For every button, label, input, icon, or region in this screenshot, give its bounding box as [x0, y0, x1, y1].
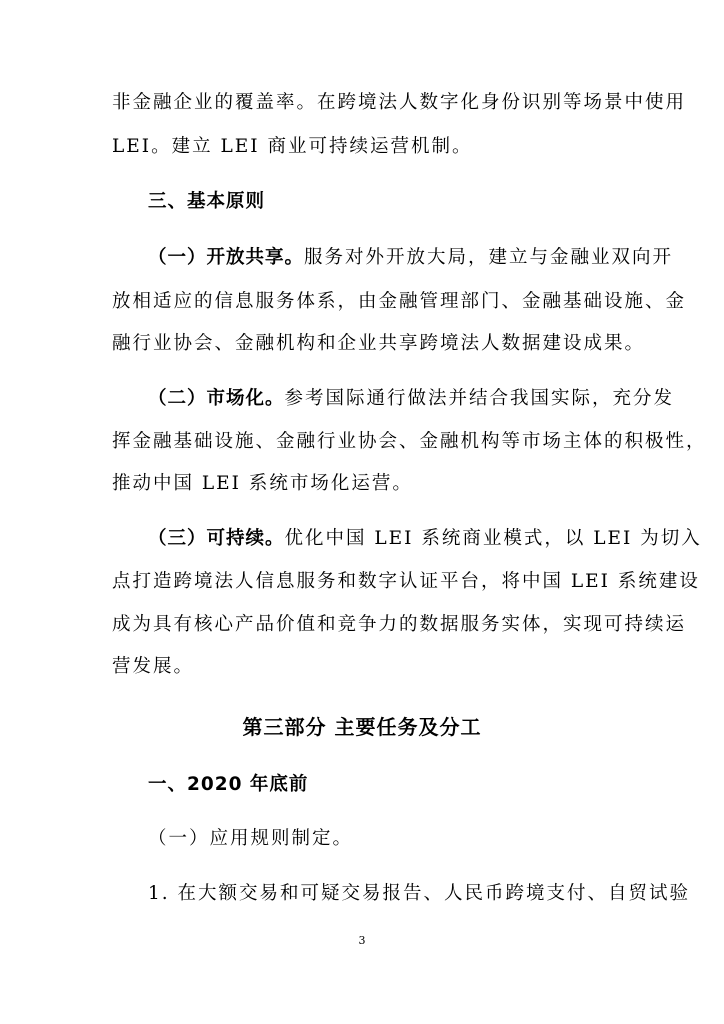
principle-1-lead: （一）开放共享。 [148, 247, 305, 268]
principle-3-line-1 [148, 527, 702, 551]
principle-2-lead: （二）市场化。 [148, 388, 285, 409]
item-1-line-1: 1. 在大额交易和可疑交易报告、人民币跨境支付、自贸试验 [148, 883, 691, 904]
principle-1-line-1-text: 服务对外开放大局，建立与金融业双向开 [304, 247, 674, 268]
subsection-heading-2020: 一、2020 年底前 [148, 774, 309, 795]
section-heading-basic-principles: 三、基本原则 [148, 191, 266, 212]
principle-3-lead: （三）可持续。 [148, 528, 285, 549]
principle-1-line-2: 放相适应的信息服务体系，由金融管理部门、金融基础设施、金 [112, 291, 687, 312]
intro-line-1: 非金融企业的覆盖率。在跨境法人数字化身份识别等场景中使用 [112, 92, 687, 113]
principle-3-line-3: 成为具有核心产品价值和竞争力的数据服务实体，实现可持续运 [112, 614, 687, 635]
page-number: 3 [358, 934, 366, 947]
principle-2-line-1 [148, 387, 675, 411]
item-1-heading: （一）应用规则制定。 [148, 828, 354, 849]
principle-3-line-4: 营发展。 [112, 656, 195, 677]
principle-1-line-1 [148, 246, 674, 270]
principle-1-line-3: 融行业协会、金融机构和企业共享跨境法人数据建设成果。 [112, 333, 646, 354]
principle-2-line-2: 挥金融基础设施、金融行业协会、金融机构等市场主体的积极性， [112, 431, 707, 452]
principle-2-line-3: 推动中国 LEI 系统市场化运营。 [112, 473, 413, 494]
principle-3-line-1-text: 优化中国 LEI 系统商业模式，以 LEI 为切入 [284, 528, 702, 549]
principle-2-line-1-text: 参考国际通行做法并结合我国实际，充分发 [284, 388, 675, 409]
principle-3-line-2: 点打造跨境法人信息服务和数字认证平台，将中国 LEI 系统建设 [112, 571, 700, 592]
intro-line-2: LEI。建立 LEI 商业可持续运营机制。 [112, 136, 473, 157]
part-heading-main-tasks: 第三部分 主要任务及分工 [242, 715, 482, 739]
